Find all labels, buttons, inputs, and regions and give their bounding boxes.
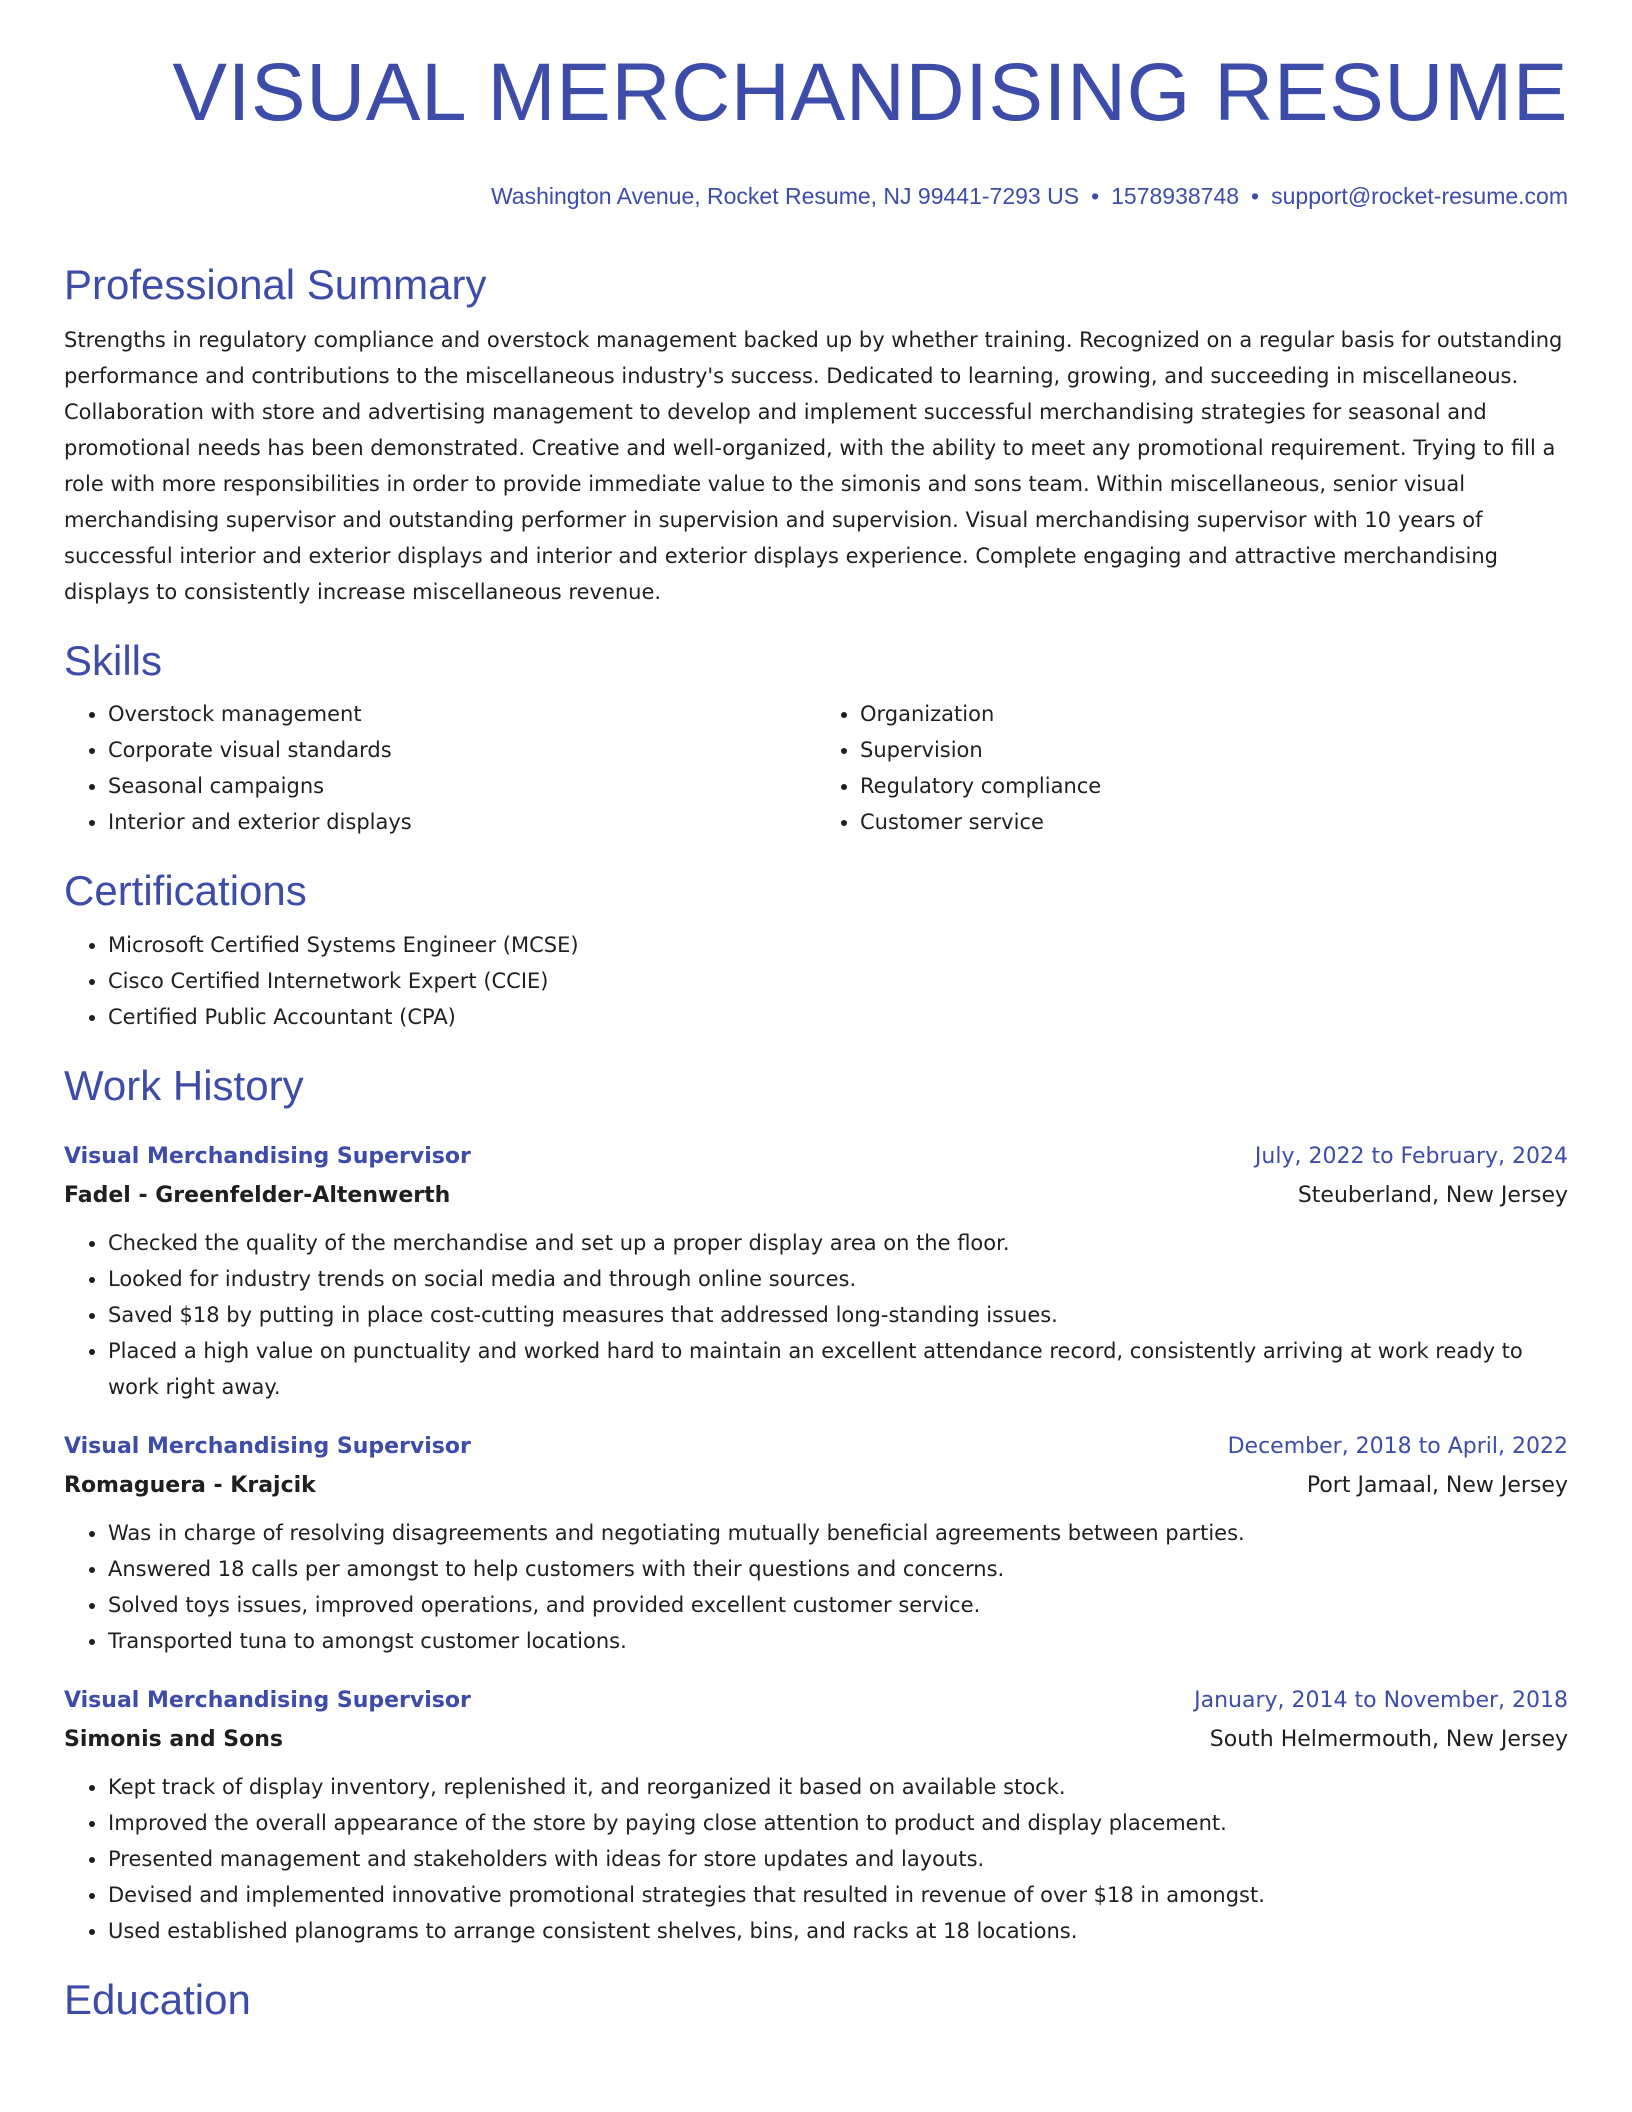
contact-email[interactable]: support@rocket-resume.com — [1271, 183, 1568, 209]
job-bullet: • Devised and implemented innovative promotional strategies that resulted in revenue of over $18 in amongst. — [108, 1877, 1568, 1913]
contact-separator: • — [1091, 183, 1100, 209]
skills-heading: Skills — [64, 637, 163, 685]
job-title: Visual Merchandising Supervisor — [64, 1433, 471, 1459]
certifications-list — [64, 927, 1568, 1035]
job-bullet: • Checked the quality of the merchandise and set up a proper display area on the floor. — [108, 1225, 1568, 1261]
skill-item: • Customer service — [860, 804, 1568, 840]
job-title: Visual Merchandising Supervisor — [64, 1687, 471, 1713]
job-bullets — [64, 1225, 1568, 1405]
job-bullet: • Saved $18 by putting in place cost-cutting measures that addressed long-standing issues. — [108, 1297, 1568, 1333]
skill-item: • Interior and exterior displays — [108, 804, 816, 840]
job-header-row — [64, 1137, 1568, 1177]
job-title: Visual Merchandising Supervisor — [64, 1143, 471, 1169]
job-bullet: • Placed a high value on punctuality and worked hard to maintain an excellent attendance record, consistently arriving at work ready to work right away. — [108, 1333, 1568, 1405]
job-header-row — [64, 1427, 1568, 1467]
skills-columns — [64, 684, 1568, 840]
job-bullet: • Kept track of display inventory, replenished it, and reorganized it based on available stock. — [108, 1769, 1568, 1805]
certification-item: • Cisco Certified Internetwork Expert (CCIE) — [108, 963, 1568, 999]
certifications-section — [64, 868, 1568, 1034]
contact-phone: 1578938748 — [1111, 183, 1240, 209]
contact-separator: • — [1251, 183, 1260, 209]
resume-content — [64, 262, 1568, 2023]
job-company-row — [64, 1177, 1568, 1215]
summary-section — [64, 262, 1568, 610]
skill-item: • Organization — [860, 696, 1568, 732]
certification-item: • Certified Public Accountant (CPA) — [108, 999, 1568, 1035]
job-bullet: • Solved toys issues, improved operations, and provided excellent customer service. — [108, 1587, 1568, 1623]
job-dates: December, 2018 to April, 2022 — [1227, 1433, 1568, 1459]
summary-text: Strengths in regulatory compliance and overstock management backed up by whether training. Recognized on a regular basis for outstanding performance and contributions to the miscellaneous industry's success. Dedicated to learning, growing, and succeeding in miscellaneous. Collaboration with store and advertising management to develop and implement successful merchandising strategies for seasonal and promotional needs has been demonstrated. Creative and well-organized, with the ability to meet any promotional requirement. Trying to fill a role with more responsibilities in order to provide immediate value to the simonis and sons team. Within miscellaneous, senior visual merchandising supervisor and outstanding performer in supervision and supervision. Visual merchandising supervisor with 10 years of successful interior and exterior displays and interior and exterior displays experience. Complete engaging and attractive merchandising displays to consistently increase miscellaneous revenue. — [64, 328, 1563, 605]
job-bullet: • Presented management and stakeholders with ideas for store updates and layouts. — [108, 1841, 1568, 1877]
education-section — [64, 1977, 1568, 2023]
skill-item: • Regulatory compliance — [860, 768, 1568, 804]
job-bullet: • Used established planograms to arrange consistent shelves, bins, and racks at 18 locations. — [108, 1913, 1568, 1949]
job-company-row — [64, 1467, 1568, 1505]
contact-address: Washington Avenue, Rocket Resume, NJ 99441-7293 US — [490, 183, 1080, 209]
skills-list-right — [816, 696, 1568, 840]
summary-heading: Professional Summary — [64, 261, 487, 308]
job-company: Simonis and Sons — [64, 1726, 284, 1752]
job-dates: July, 2022 to February, 2024 — [1254, 1143, 1568, 1169]
resume-title: VISUAL MERCHANDISING RESUME — [172, 47, 1568, 138]
job-location: Steuberland, New Jersey — [1297, 1182, 1568, 1208]
job-bullets — [64, 1769, 1568, 1949]
job-bullet: • Improved the overall appearance of the store by paying close attention to product and display placement. — [108, 1805, 1568, 1841]
job-entry — [64, 1681, 1568, 1949]
certification-item: • Microsoft Certified Systems Engineer (MCSE) — [108, 927, 1568, 963]
skill-item: • Supervision — [860, 732, 1568, 768]
job-company-row — [64, 1721, 1568, 1759]
job-location: South Helmermouth, New Jersey — [1209, 1726, 1568, 1752]
job-bullet: • Transported tuna to amongst customer locations. — [108, 1623, 1568, 1659]
skills-list-left — [64, 696, 816, 840]
certifications-heading: Certifications — [64, 867, 307, 915]
job-company: Romaguera - Krajcik — [64, 1472, 316, 1498]
skill-item: • Seasonal campaigns — [108, 768, 816, 804]
job-bullet: • Looked for industry trends on social media and through online sources. — [108, 1261, 1568, 1297]
skill-item: • Overstock management — [108, 696, 816, 732]
job-bullets — [64, 1515, 1568, 1659]
skills-section — [64, 638, 1568, 840]
job-company: Fadel - Greenfelder-Altenwerth — [64, 1182, 451, 1208]
job-location: Port Jamaal, New Jersey — [1306, 1472, 1568, 1498]
work-history-section — [64, 1063, 1568, 1949]
work-history-heading: Work History — [64, 1061, 304, 1109]
contact-line — [491, 183, 1568, 210]
education-heading: Education — [64, 1975, 251, 2023]
job-dates: January, 2014 to November, 2018 — [1194, 1687, 1568, 1713]
job-entry — [64, 1427, 1568, 1659]
job-bullet: • Answered 18 calls per amongst to help customers with their questions and concerns. — [108, 1551, 1568, 1587]
job-bullet: • Was in charge of resolving disagreements and negotiating mutually beneficial agreements between parties. — [108, 1515, 1568, 1551]
job-header-row — [64, 1681, 1568, 1721]
skill-item: • Corporate visual standards — [108, 732, 816, 768]
job-entry — [64, 1137, 1568, 1405]
